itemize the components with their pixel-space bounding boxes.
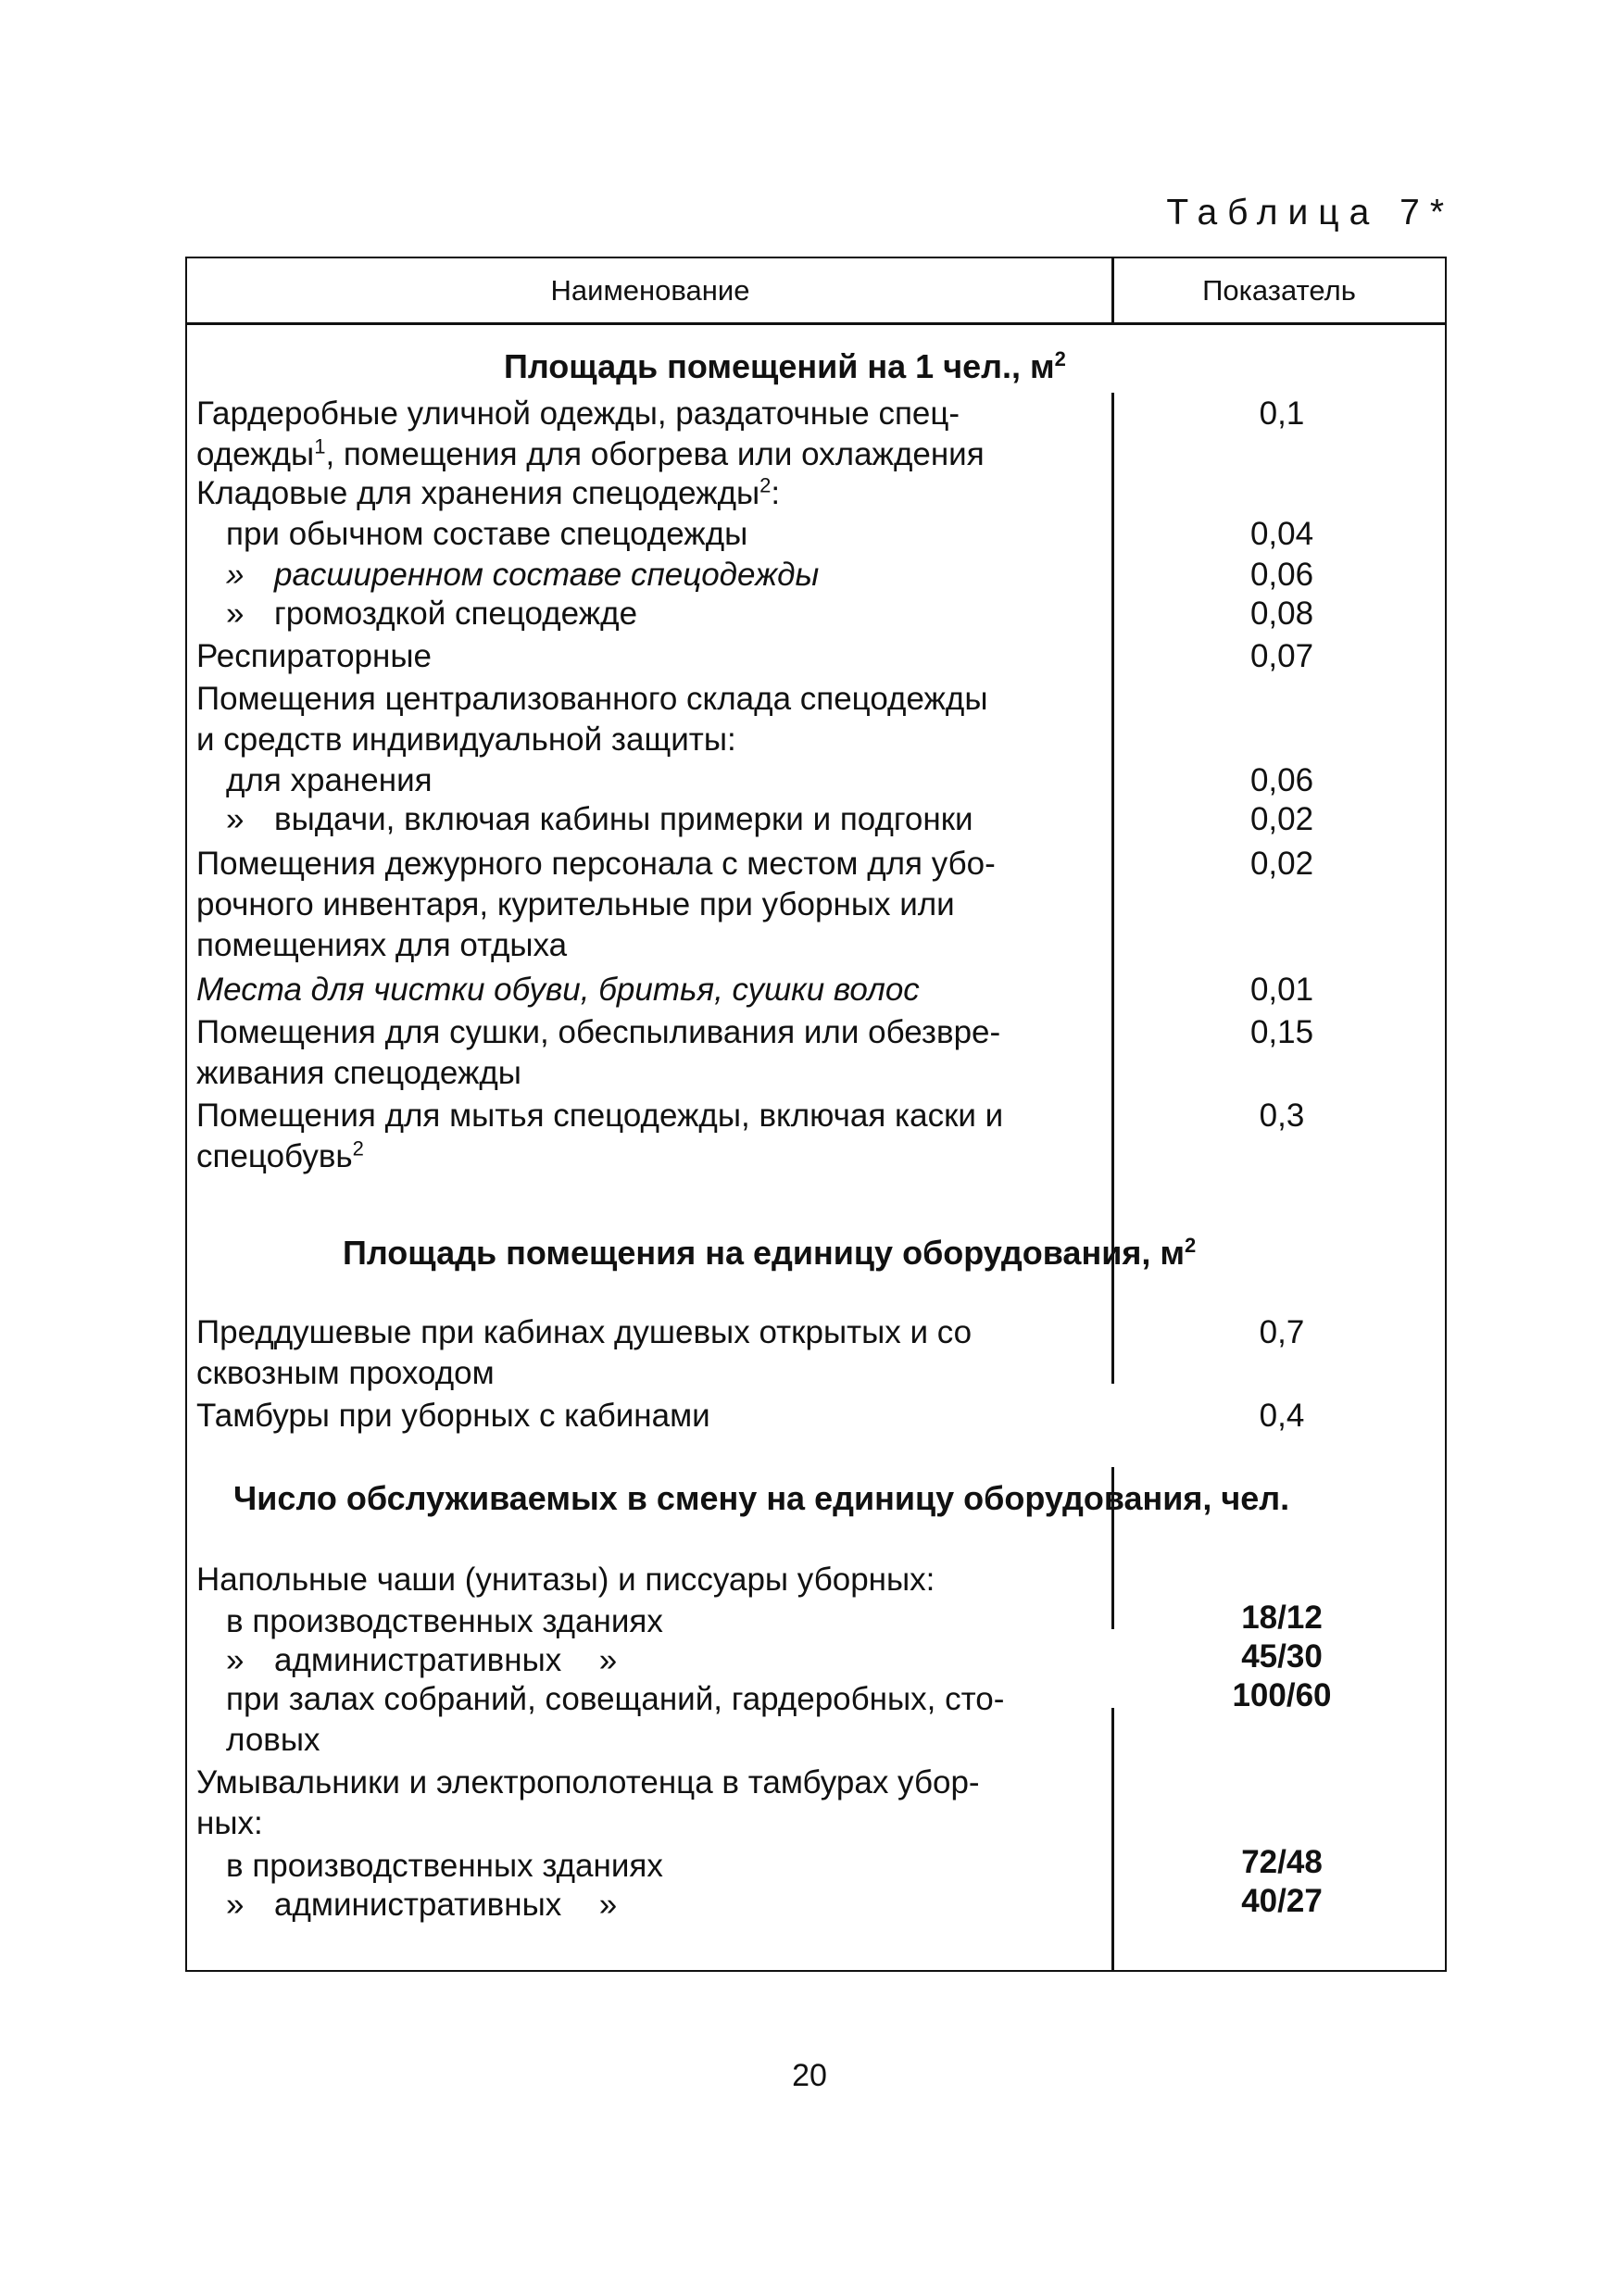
table-header (187, 258, 1445, 325)
row-name: в производственных зданиях (226, 1848, 663, 1884)
page-number: 20 (792, 2058, 827, 2093)
row-value: 0,04 (1249, 516, 1314, 552)
row-name: при обычном составе спецодежды (226, 516, 748, 552)
row-value: 18/12 (1241, 1600, 1323, 1636)
row-value: 40/27 (1241, 1883, 1323, 1919)
section-title: Площадь помещений на 1 чел., $м^2$ (504, 347, 1066, 385)
data-table (185, 257, 1447, 1972)
row-name: для хранения (226, 762, 433, 798)
row-value: 0,02 (1249, 846, 1314, 882)
row-value: 0,1 (1259, 395, 1305, 432)
row-name: Умывальники и электрополотенца в тамбурах убор- ных: (196, 1764, 980, 1841)
row-name: Гардеробные уличной одежды, раздаточные спец- одежды$^1$, помещения для обогрева или охлаждения (196, 395, 985, 472)
row-name: » громоздкой спецодежде (226, 596, 638, 632)
row-name: Помещения для сушки, обеспыливания или обезвре- живания спецодежды (196, 1014, 1001, 1091)
header-column-rule (1111, 258, 1114, 323)
row-value: 0,3 (1259, 1098, 1305, 1134)
section-title: Площадь помещения на единицу оборудования, $м^2$ (343, 1234, 1197, 1272)
row-value: 0,15 (1249, 1014, 1314, 1050)
row-name: в производственных зданиях (226, 1603, 663, 1639)
header-value: Показатель (1202, 273, 1356, 307)
row-value: 0,01 (1249, 972, 1314, 1008)
row-name: » выдачи, включая кабины примерки и подгонки (226, 801, 973, 837)
row-value: 100/60 (1232, 1677, 1332, 1713)
row-value: 0,02 (1249, 801, 1314, 837)
row-value: 0,06 (1249, 557, 1314, 593)
row-name: Респираторные (196, 638, 432, 674)
row-name: » административных » (226, 1642, 618, 1678)
row-value: 0,06 (1249, 762, 1314, 798)
row-name: » административных » (226, 1887, 618, 1923)
row-name: Тамбуры при уборных с кабинами (196, 1398, 710, 1434)
row-value: 0,08 (1249, 596, 1314, 632)
row-name: Помещения для мытья спецодежды, включая каски и спецобувь$^2$ (196, 1098, 1004, 1174)
row-value: 0,07 (1249, 638, 1314, 674)
table-caption: Таблица 7* (1166, 193, 1454, 232)
row-value: 45/30 (1241, 1638, 1323, 1675)
row-name: Преддушевые при кабинах душевых открытых и со сквозным проходом (196, 1314, 973, 1391)
row-name: Кладовые для хранения спецодежды$^2$: (196, 473, 781, 511)
row-value: 72/48 (1241, 1844, 1323, 1880)
row-name: Помещения централизованного склада спецодежды и средств индивидуальной защиты: (196, 681, 988, 758)
header-name: Наименование (550, 273, 750, 307)
row-name: Помещения дежурного персонала с местом для убо- рочного инвентаря, курительные при уборных или помещениях для отдыха (196, 846, 996, 963)
section-title: Число обслуживаемых в смену на единицу оборудования, чел. (233, 1479, 1290, 1517)
row-value: 0,4 (1259, 1398, 1305, 1434)
row-name: Напольные чаши (унитазы) и писсуары уборных: (196, 1562, 935, 1598)
column-rule (1111, 1708, 1114, 1972)
row-name: Места для чистки обуви, бритья, сушки волос (196, 972, 920, 1008)
row-value: 0,7 (1259, 1314, 1305, 1350)
row-name: » расширенном составе спецодежды (226, 557, 820, 593)
row-name: при залах собраний, совещаний, гардеробных, сто- ловых (226, 1681, 1005, 1758)
